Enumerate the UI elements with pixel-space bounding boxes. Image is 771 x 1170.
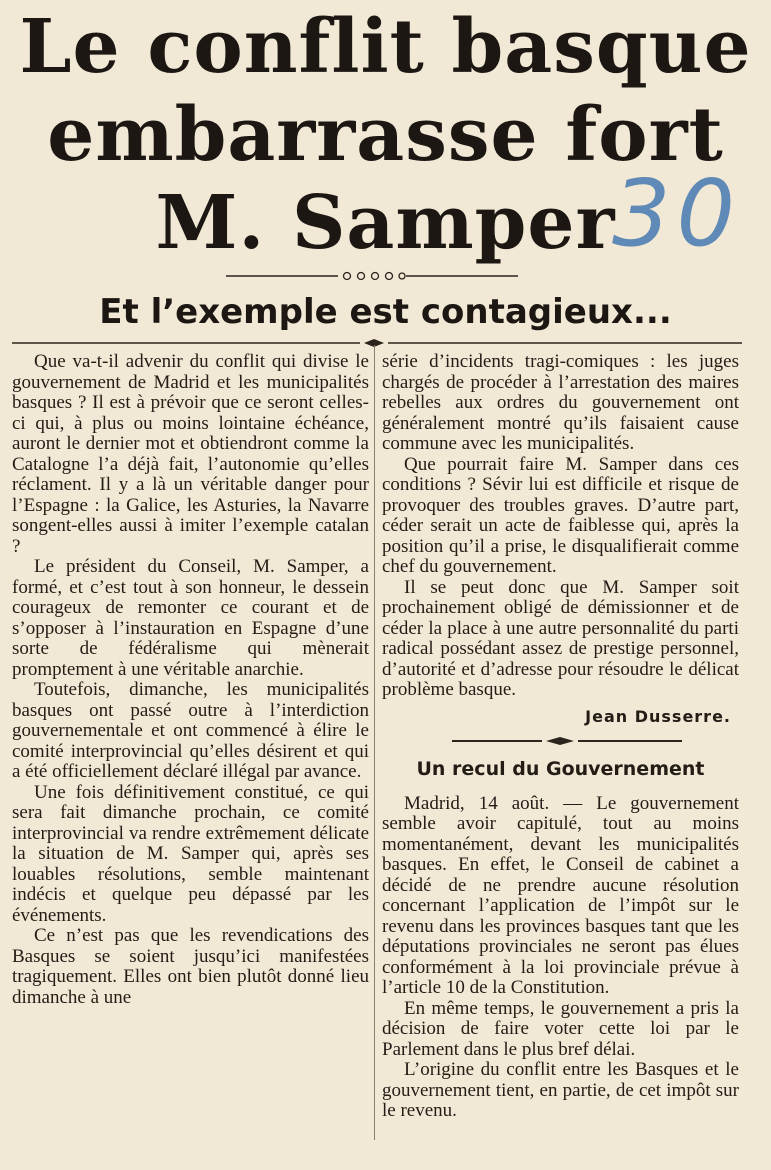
paragraph: Que pourrait faire M. Samper dans ces conditions ? Sévir lui est difficile et risque de provoquer des troubles graves. D’autre part, céder serait un acte de faiblesse qui, après la position qu’il a prise, le disqualifierait comme chef du gouvernement. [382, 453, 739, 577]
paragraph: Le président du Conseil, M. Samper, a formé, et c’est tout à son honneur, le dessein courageux de remonter ce courant et de s’opposer à l’instauration en Espagne d’une sorte de fédéralisme qui mènerait promptement à une véritable anarchie. [12, 556, 369, 680]
column-top-rule [0, 338, 771, 348]
section-title: Un recul du Gouvernement [416, 758, 705, 780]
paragraph: Ce n’est pas que les revendications des Basques se soient jusqu’ici manifestées tragiquement. Elles ont bien plutôt donné lieu dimanche à une [12, 925, 369, 1008]
article-column-right [382, 352, 739, 1122]
subheadline: Et l’exemple est contagieux... [99, 292, 672, 332]
paragraph: Que va-t-il advenir du conflit qui divise le gouvernement de Madrid et les municipalités basques ? Il est à prévoir que ce seront celles-ci qui, à plus ou moins lointaine échéance, auront le dernier mot et obtiendront comme la Catalogne l’a déjà fait, l’autonomie qu’elles réclament. Il y a là un véritable danger pour l’Espagne : la Galice, les Asturies, la Navarre songent-elles aussi à imiter l’exemple catalan ? [12, 351, 369, 557]
paragraph: Toutefois, dimanche, les municipalités basques ont passé outre à l’interdiction gouvernementale et ont commencé à élire le comité interprovincial qu’elles désirent et qui a été officiellement déclaré illégal par avance. [12, 679, 369, 782]
article-column-left [12, 352, 369, 1008]
ornamental-divider [0, 266, 771, 286]
headline-line-3: M. Samper [155, 180, 616, 266]
paragraph: L’origine du conflit entre les Basques et le gouvernement tient, en partie, de cet impôt sur le revenu. [382, 1059, 739, 1121]
paragraph: En même temps, le gouvernement a pris la décision de faire voter cette loi par le Parlement dans le plus bref délai. [382, 997, 739, 1060]
paragraph: Madrid, 14 août. — Le gouvernement semble avoir capitulé, tout au moins momentanément, devant les municipalités basques. En effet, le Conseil de cabinet a décidé de ne prendre aucune résolution concernant l’application de l’impôt sur le revenu dans les provinces basques tant que les députations provinciales ne seront pas élues conformément à la loi provinciale prévue à l’article 10 de la Constitution. [382, 792, 739, 998]
handwritten-annotation: 30 [612, 160, 742, 267]
paragraph: Il se peut donc que M. Samper soit prochainement obligé de démissionner et de céder la place à une autre personnalité du parti radical possédant assez de prestige personnel, d’autorité et d’adresse pour résoudre le délicat problème basque. [382, 576, 739, 700]
headline-line-1: Le conflit basque [19, 4, 752, 90]
column-separator [374, 345, 375, 1140]
author-signature: Jean Dusserre. [585, 706, 731, 726]
paragraph: Une fois définitivement constitué, ce qui sera fait dimanche prochain, ce comité interprovincial va rendre extrêmement délicate la situation de M. Samper qui, après ses louables résolutions, semble maintenant indécis et quelque peu dépassé par les événements. [12, 781, 369, 926]
headline-line-2: embarrasse fort [47, 92, 724, 178]
paragraph: série d’incidents tragi-comiques : les juges chargés de procéder à l’arrestation des maires rebelles aux ordres du gouvernement ont généralement montré qu’ils faisaient cause commune avec les municipalités. [382, 351, 739, 454]
section-divider [382, 735, 739, 747]
